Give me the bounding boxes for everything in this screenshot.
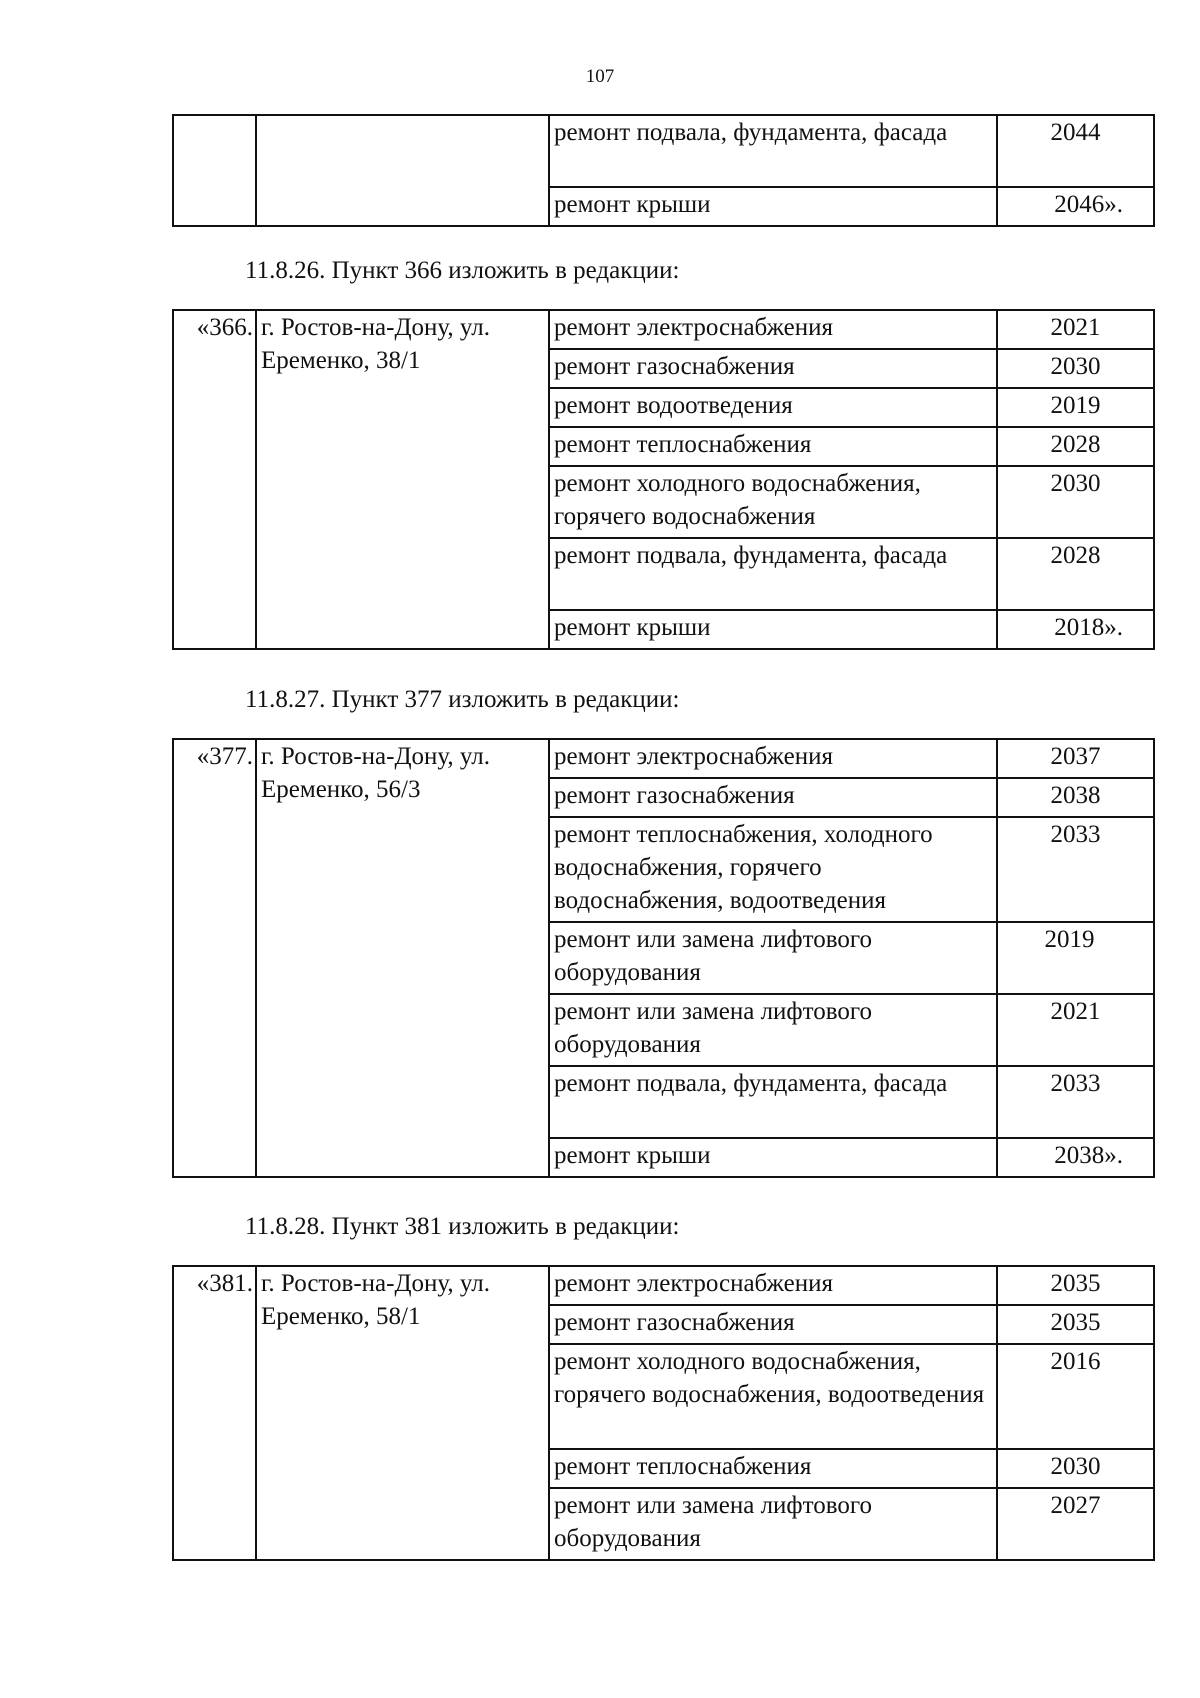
section-heading-377: 11.8.27. Пункт 377 изложить в редакции: bbox=[245, 686, 680, 713]
year-cell: 2030 bbox=[997, 349, 1154, 388]
work-type-cell: ремонт теплоснабжения bbox=[549, 1449, 997, 1488]
section-heading-366: 11.8.26. Пункт 366 изложить в редакции: bbox=[245, 257, 680, 284]
item-number-cell: «381. bbox=[173, 1266, 256, 1560]
year-cell: 2046». bbox=[997, 187, 1154, 226]
work-type-cell: ремонт или замена лифтового оборудования bbox=[549, 994, 997, 1066]
year-cell: 2021 bbox=[997, 994, 1154, 1066]
item-number-cell: «377. bbox=[173, 739, 256, 1177]
work-type-cell: ремонт крыши bbox=[549, 610, 997, 649]
work-type-cell: ремонт электроснабжения bbox=[549, 739, 997, 778]
work-type-cell: ремонт газоснабжения bbox=[549, 349, 997, 388]
year-cell: 2019 bbox=[997, 922, 1154, 994]
page-number: 107 bbox=[585, 66, 615, 87]
year-cell: 2021 bbox=[997, 310, 1154, 349]
work-type-cell: ремонт водоотведения bbox=[549, 388, 997, 427]
year-cell: 2035 bbox=[997, 1305, 1154, 1344]
year-cell: 2016 bbox=[997, 1344, 1154, 1449]
work-type-cell: ремонт электроснабжения bbox=[549, 310, 997, 349]
work-type-cell: ремонт теплоснабжения bbox=[549, 427, 997, 466]
year-cell: 2028 bbox=[997, 427, 1154, 466]
year-cell: 2038 bbox=[997, 778, 1154, 817]
work-type-cell: ремонт холодного водоснабжения, горячего водоснабжения, водоотведения bbox=[549, 1344, 997, 1449]
work-type-cell: ремонт или замена лифтового оборудования bbox=[549, 1488, 997, 1560]
year-cell: 2037 bbox=[997, 739, 1154, 778]
address-cell: г. Ростов-на-Дону, ул. Еременко, 56/3 bbox=[256, 739, 549, 1177]
year-cell: 2044 bbox=[997, 115, 1154, 187]
work-type-cell: ремонт крыши bbox=[549, 187, 997, 226]
address-cell bbox=[256, 115, 549, 226]
item-number-cell: «366. bbox=[173, 310, 256, 649]
item-number-cell bbox=[173, 115, 256, 226]
work-type-cell: ремонт крыши bbox=[549, 1138, 997, 1177]
address-cell: г. Ростов-на-Дону, ул. Еременко, 38/1 bbox=[256, 310, 549, 649]
work-type-cell: ремонт газоснабжения bbox=[549, 778, 997, 817]
table-item-377 bbox=[172, 738, 1155, 1178]
work-type-cell: ремонт подвала, фундамента, фасада bbox=[549, 1066, 997, 1138]
work-type-cell: ремонт газоснабжения bbox=[549, 1305, 997, 1344]
year-cell: 2030 bbox=[997, 1449, 1154, 1488]
address-cell: г. Ростов-на-Дону, ул. Еременко, 58/1 bbox=[256, 1266, 549, 1560]
year-cell: 2027 bbox=[997, 1488, 1154, 1560]
table-item-366 bbox=[172, 309, 1155, 650]
section-heading-381: 11.8.28. Пункт 381 изложить в редакции: bbox=[245, 1213, 680, 1240]
work-type-cell: ремонт или замена лифтового оборудования bbox=[549, 922, 997, 994]
table-item-381 bbox=[172, 1265, 1155, 1561]
year-cell: 2033 bbox=[997, 1066, 1154, 1138]
work-type-cell: ремонт подвала, фундамента, фасада bbox=[549, 115, 997, 187]
year-cell: 2035 bbox=[997, 1266, 1154, 1305]
work-type-cell: ремонт электроснабжения bbox=[549, 1266, 997, 1305]
year-cell: 2018». bbox=[997, 610, 1154, 649]
year-cell: 2038». bbox=[997, 1138, 1154, 1177]
year-cell: 2019 bbox=[997, 388, 1154, 427]
year-cell: 2033 bbox=[997, 817, 1154, 922]
work-type-cell: ремонт холодного водоснабжения, горячего водоснабжения bbox=[549, 466, 997, 538]
work-type-cell: ремонт теплоснабжения, холодного водоснабжения, горячего водоснабжения, водоотведения bbox=[549, 817, 997, 922]
year-cell: 2030 bbox=[997, 466, 1154, 538]
year-cell: 2028 bbox=[997, 538, 1154, 610]
continuation-table bbox=[172, 114, 1155, 227]
work-type-cell: ремонт подвала, фундамента, фасада bbox=[549, 538, 997, 610]
